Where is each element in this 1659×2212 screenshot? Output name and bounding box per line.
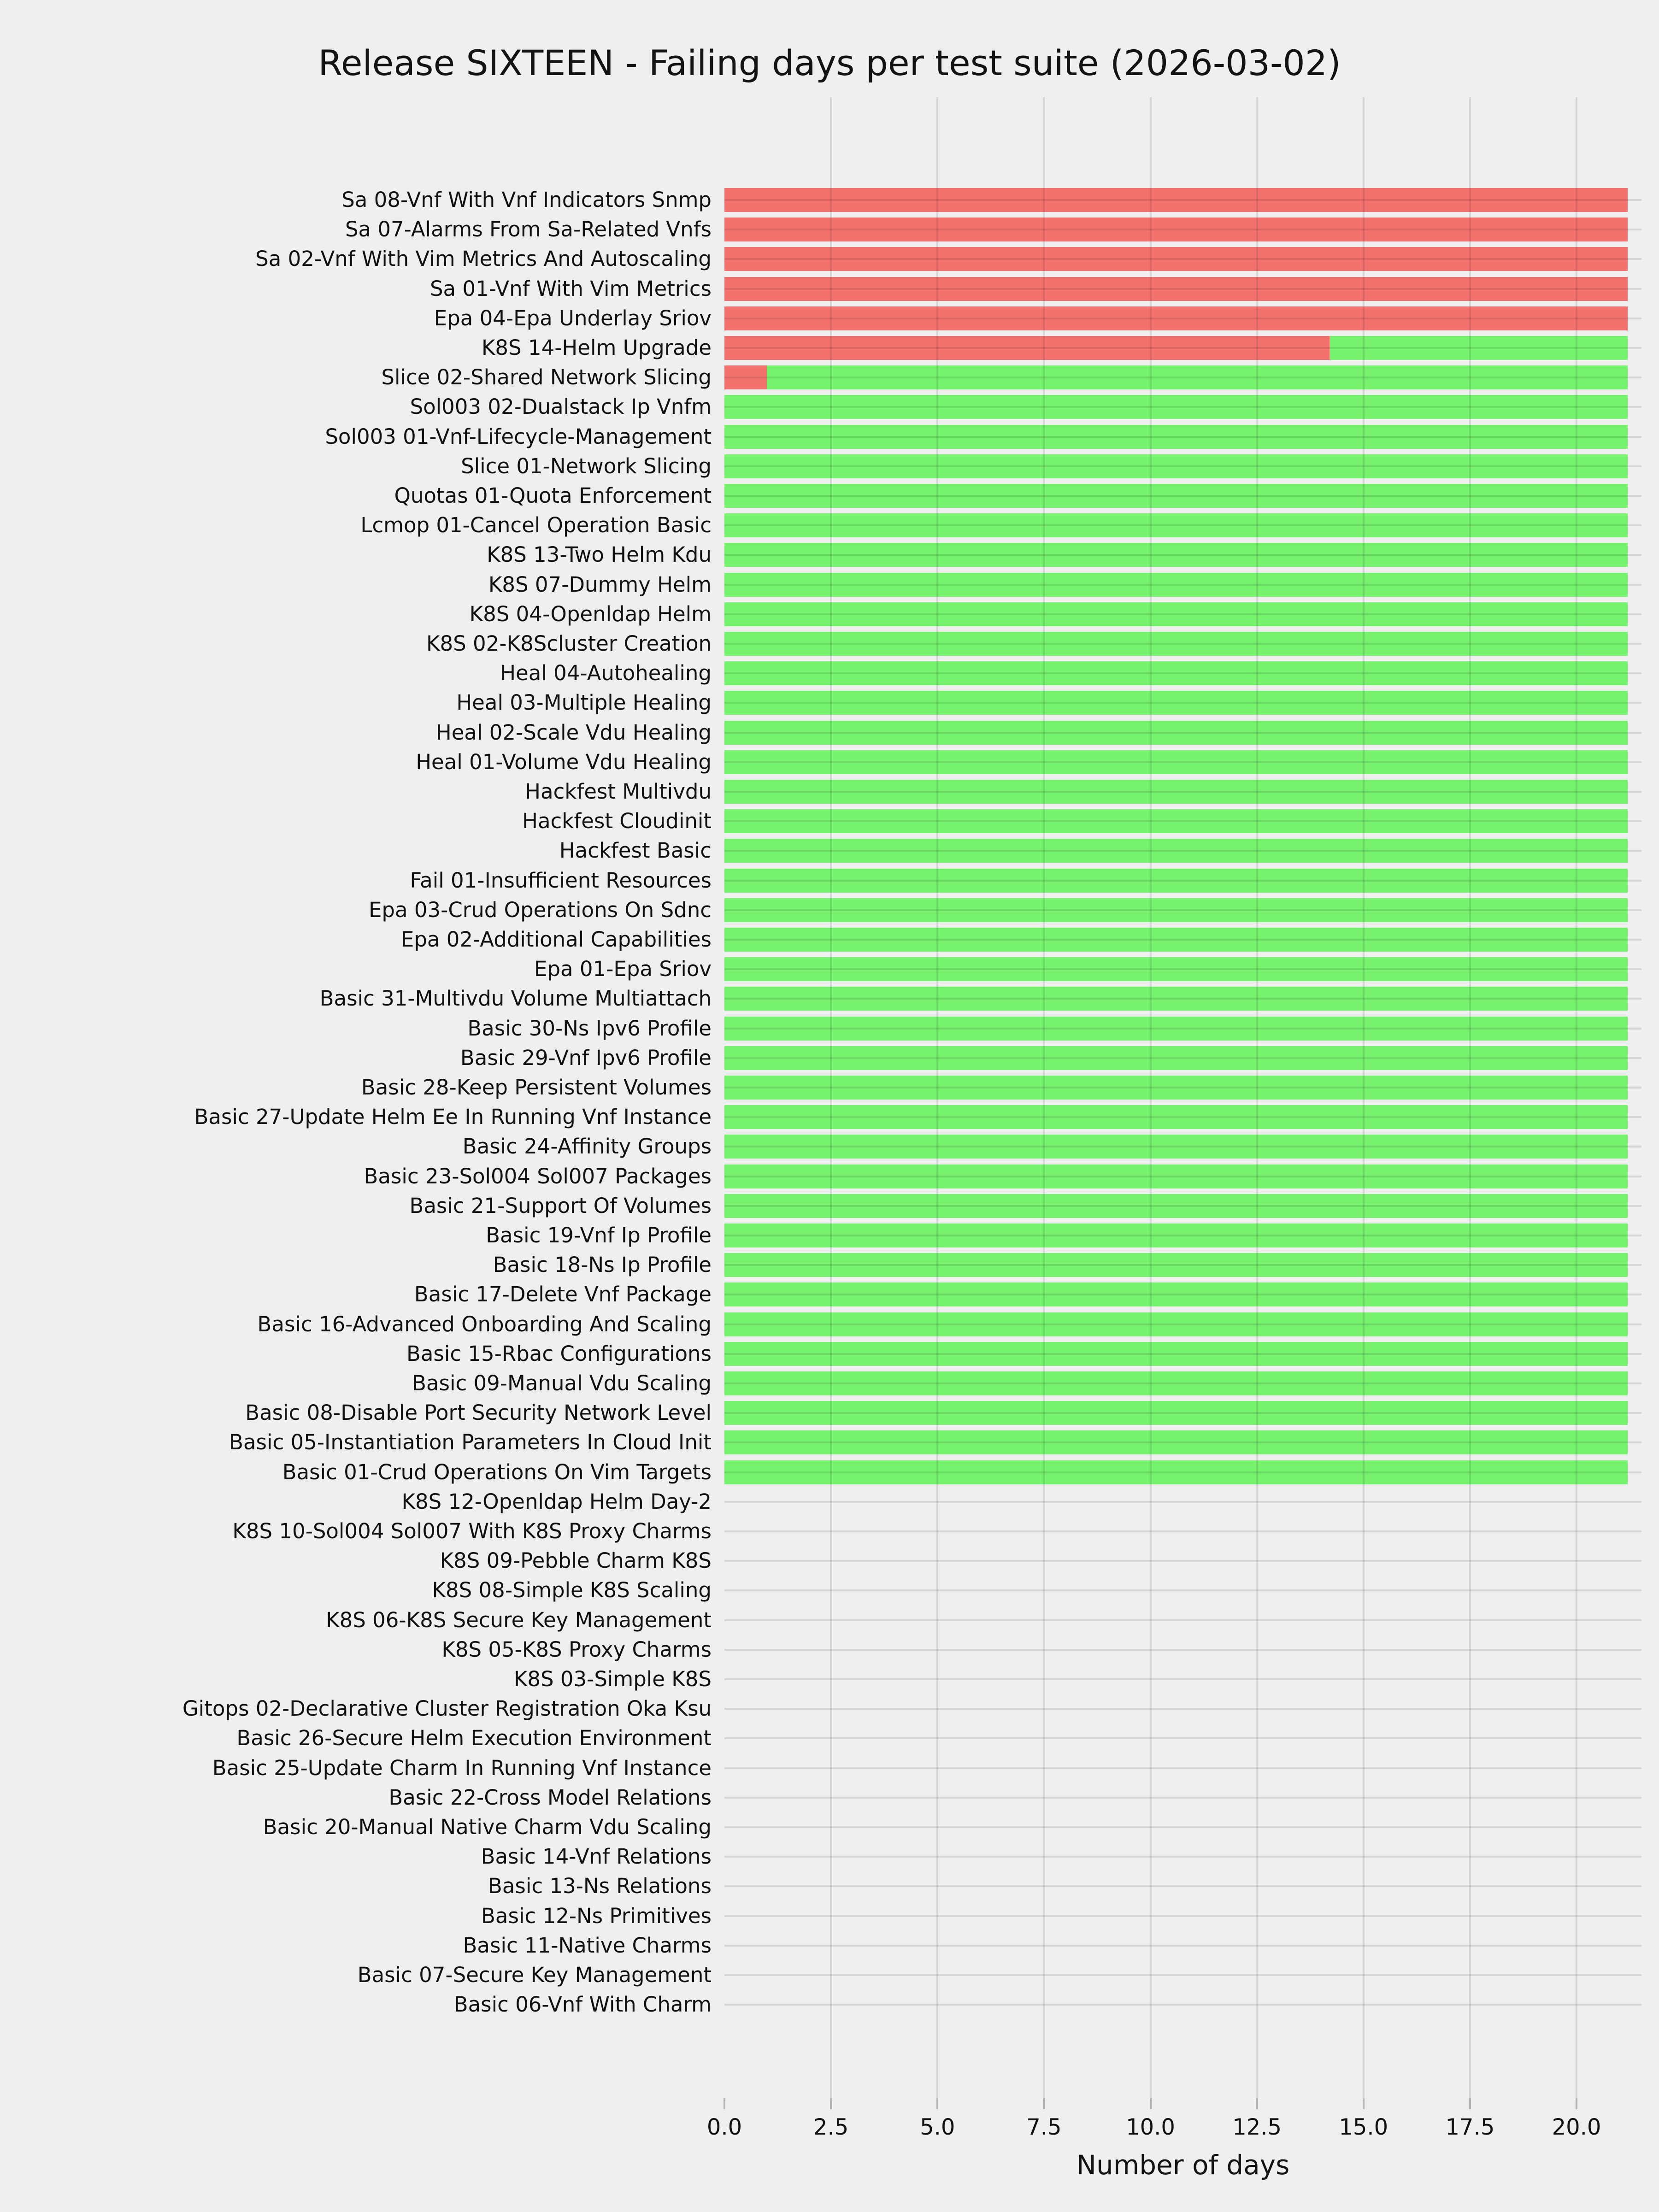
y-tick-label: Heal 01-Volume Vdu Healing [416,749,712,774]
x-tick-mark [936,2098,938,2109]
y-tick-label: Basic 09-Manual Vdu Scaling [412,1371,712,1395]
y-gridline [724,1382,1641,1384]
y-gridline [724,2004,1641,2006]
y-tick-label: Slice 02-Shared Network Slicing [381,365,712,390]
y-tick-label: Basic 11-Native Charms [463,1933,712,1958]
y-tick-label: K8S 13-Two Helm Kdu [487,542,712,567]
y-tick-label: Hackfest Cloudinit [522,809,712,834]
y-gridline [724,258,1641,260]
y-gridline [724,1974,1641,1976]
y-tick-label: Basic 15-Rbac Configurations [406,1341,712,1366]
y-gridline [724,436,1641,438]
x-tick-label: 7.5 [1026,2114,1062,2140]
x-tick-label: 12.5 [1232,2114,1282,2140]
y-gridline [724,584,1641,586]
y-gridline [724,1324,1641,1325]
y-gridline [724,288,1641,290]
x-tick-mark [1469,2098,1471,2109]
y-tick-label: K8S 10-Sol004 Sol007 With K8S Proxy Charms [232,1519,712,1543]
y-tick-label: Basic 08-Disable Port Security Network Level [245,1400,712,1425]
y-gridline [724,495,1641,497]
x-tick-label: 0.0 [706,2114,742,2140]
y-tick-label: Basic 14-Vnf Relations [481,1844,712,1869]
x-tick-label: 10.0 [1126,2114,1175,2140]
y-gridline [724,702,1641,704]
y-tick-label: Basic 07-Secure Key Management [357,1963,712,1987]
y-tick-label: Epa 03-Crud Operations On Sdnc [368,897,712,922]
y-gridline [724,1441,1641,1443]
y-gridline [724,1205,1641,1207]
y-tick-label: Sa 01-Vnf With Vim Metrics [429,276,712,301]
y-gridline [724,1294,1641,1295]
y-tick-label: Basic 16-Advanced Onboarding And Scaling [257,1312,712,1336]
y-gridline [724,377,1641,378]
y-gridline [724,939,1641,941]
x-axis-label: Number of days [1076,2149,1290,2181]
y-gridline [724,998,1641,1000]
x-tick-mark [1576,2098,1577,2109]
y-gridline [724,1945,1641,1947]
y-tick-label: Hackfest Multivdu [525,779,712,804]
y-gridline [724,1057,1641,1059]
y-tick-label: Basic 30-Ns Ipv6 Profile [467,1016,712,1041]
y-tick-label: Slice 01-Network Slicing [461,453,712,478]
y-gridline [724,672,1641,674]
y-gridline [724,554,1641,556]
y-gridline [724,1501,1641,1503]
y-gridline [724,1146,1641,1147]
y-tick-label: Epa 04-Epa Underlay Sriov [434,306,712,330]
y-gridline [724,643,1641,645]
y-tick-label: Epa 02-Additional Capabilities [400,927,712,952]
y-gridline [724,1353,1641,1355]
y-tick-label: Basic 24-Affinity Groups [462,1134,712,1159]
y-gridline [724,1797,1641,1799]
x-tick-mark [724,2098,725,2109]
y-tick-label: Basic 22-Cross Model Relations [388,1785,712,1810]
x-tick-mark [1256,2098,1258,2109]
y-gridline [724,406,1641,408]
y-tick-label: Basic 05-Instantiation Parameters In Cloud Init [229,1430,712,1455]
y-gridline [724,1471,1641,1473]
y-gridline [724,1915,1641,1917]
y-gridline [724,347,1641,349]
y-gridline [724,732,1641,734]
y-gridline [724,229,1641,230]
y-gridline [724,1885,1641,1887]
x-tick-label: 5.0 [920,2114,955,2140]
y-tick-label: K8S 02-K8Scluster Creation [426,631,712,656]
y-tick-label: K8S 08-Simple K8S Scaling [432,1578,712,1603]
x-tick-mark [1150,2098,1152,2109]
y-tick-label: Heal 03-Multiple Healing [456,690,712,715]
x-tick-label: 17.5 [1445,2114,1495,2140]
y-tick-label: Basic 18-Ns Ip Profile [493,1253,712,1277]
x-tick-label: 15.0 [1339,2114,1388,2140]
y-gridline [724,1560,1641,1562]
y-tick-label: Hackfest Basic [559,838,712,863]
y-tick-label: Basic 25-Update Charm In Running Vnf Instance [212,1755,712,1780]
y-tick-label: Basic 28-Keep Persistent Volumes [361,1075,712,1100]
y-tick-label: Sol003 01-Vnf-Lifecycle-Management [325,424,712,449]
y-gridline [724,1708,1641,1710]
x-tick-mark [1363,2098,1365,2109]
y-gridline [724,850,1641,852]
y-gridline [724,761,1641,763]
y-gridline [724,1767,1641,1769]
y-gridline [724,820,1641,822]
y-tick-label: Epa 01-Epa Sriov [534,957,712,982]
y-gridline [724,1589,1641,1591]
y-gridline [724,1235,1641,1236]
x-tick-mark [1043,2098,1045,2109]
x-tick-label: 2.5 [813,2114,849,2140]
y-tick-label: Fail 01-Insufficient Resources [410,868,712,893]
y-gridline [724,613,1641,615]
y-gridline [724,1826,1641,1828]
y-tick-label: Basic 31-Multivdu Volume Multiattach [319,986,712,1011]
y-tick-label: Basic 06-Vnf With Charm [453,1992,712,2017]
y-tick-label: K8S 07-Dummy Helm [488,572,712,597]
y-gridline [724,1678,1641,1680]
y-gridline [724,318,1641,319]
y-tick-label: Gitops 02-Declarative Cluster Registration Oka Ksu [182,1696,712,1721]
y-tick-label: Basic 20-Manual Native Charm Vdu Scaling [263,1815,712,1839]
x-tick-label: 20.0 [1552,2114,1601,2140]
y-gridline [724,1176,1641,1177]
y-gridline [724,1412,1641,1414]
y-gridline [724,1264,1641,1266]
y-tick-label: Basic 27-Update Helm Ee In Running Vnf Instance [194,1105,712,1130]
y-gridline [724,791,1641,793]
y-tick-label: Basic 13-Ns Relations [488,1874,712,1899]
y-tick-label: Lcmop 01-Cancel Operation Basic [360,513,712,538]
y-tick-label: Basic 23-Sol004 Sol007 Packages [364,1164,712,1188]
y-tick-label: Basic 21-Support Of Volumes [409,1193,712,1218]
y-tick-label: Basic 26-Secure Helm Execution Environment [236,1726,712,1751]
y-gridline [724,465,1641,467]
y-tick-label: Basic 29-Vnf Ipv6 Profile [460,1045,712,1070]
y-tick-label: Heal 04-Autohealing [500,661,712,686]
y-tick-label: Heal 02-Scale Vdu Healing [435,720,712,745]
y-tick-label: Sa 07-Alarms From Sa-Related Vnfs [345,217,712,242]
y-tick-label: Basic 01-Crud Operations On Vim Targets [282,1459,712,1484]
chart-title: Release SIXTEEN - Failing days per test suite (2026-03-02) [318,42,1341,83]
y-tick-label: K8S 14-Helm Upgrade [481,335,712,360]
y-gridline [724,1619,1641,1621]
y-tick-label: K8S 12-Openldap Helm Day-2 [401,1489,712,1514]
y-gridline [724,1028,1641,1030]
y-tick-label: K8S 06-K8S Secure Key Management [326,1607,712,1632]
y-tick-label: Basic 12-Ns Primitives [481,1903,712,1928]
y-gridline [724,524,1641,526]
y-gridline [724,909,1641,911]
x-tick-mark [830,2098,832,2109]
y-gridline [724,1530,1641,1532]
y-tick-label: K8S 09-Pebble Charm K8S [440,1548,712,1573]
y-gridline [724,880,1641,882]
y-tick-label: K8S 04-Openldap Helm [469,601,712,626]
y-gridline [724,199,1641,201]
y-tick-label: Quotas 01-Quota Enforcement [394,483,712,508]
plot-area [724,97,1641,2098]
y-gridline [724,1649,1641,1651]
y-tick-label: Sa 02-Vnf With Vim Metrics And Autoscaling [255,247,712,271]
y-tick-label: K8S 03-Simple K8S [513,1667,712,1691]
y-tick-label: Basic 17-Delete Vnf Package [414,1282,712,1307]
y-tick-label: Basic 19-Vnf Ip Profile [486,1223,712,1247]
y-tick-label: Sa 08-Vnf With Vnf Indicators Snmp [341,188,712,212]
y-gridline [724,1856,1641,1858]
y-gridline [724,968,1641,970]
y-tick-label: K8S 05-K8S Proxy Charms [441,1637,712,1662]
y-gridline [724,1737,1641,1739]
y-tick-label: Sol003 02-Dualstack Ip Vnfm [410,394,712,419]
y-gridline [724,1087,1641,1088]
y-gridline [724,1116,1641,1118]
